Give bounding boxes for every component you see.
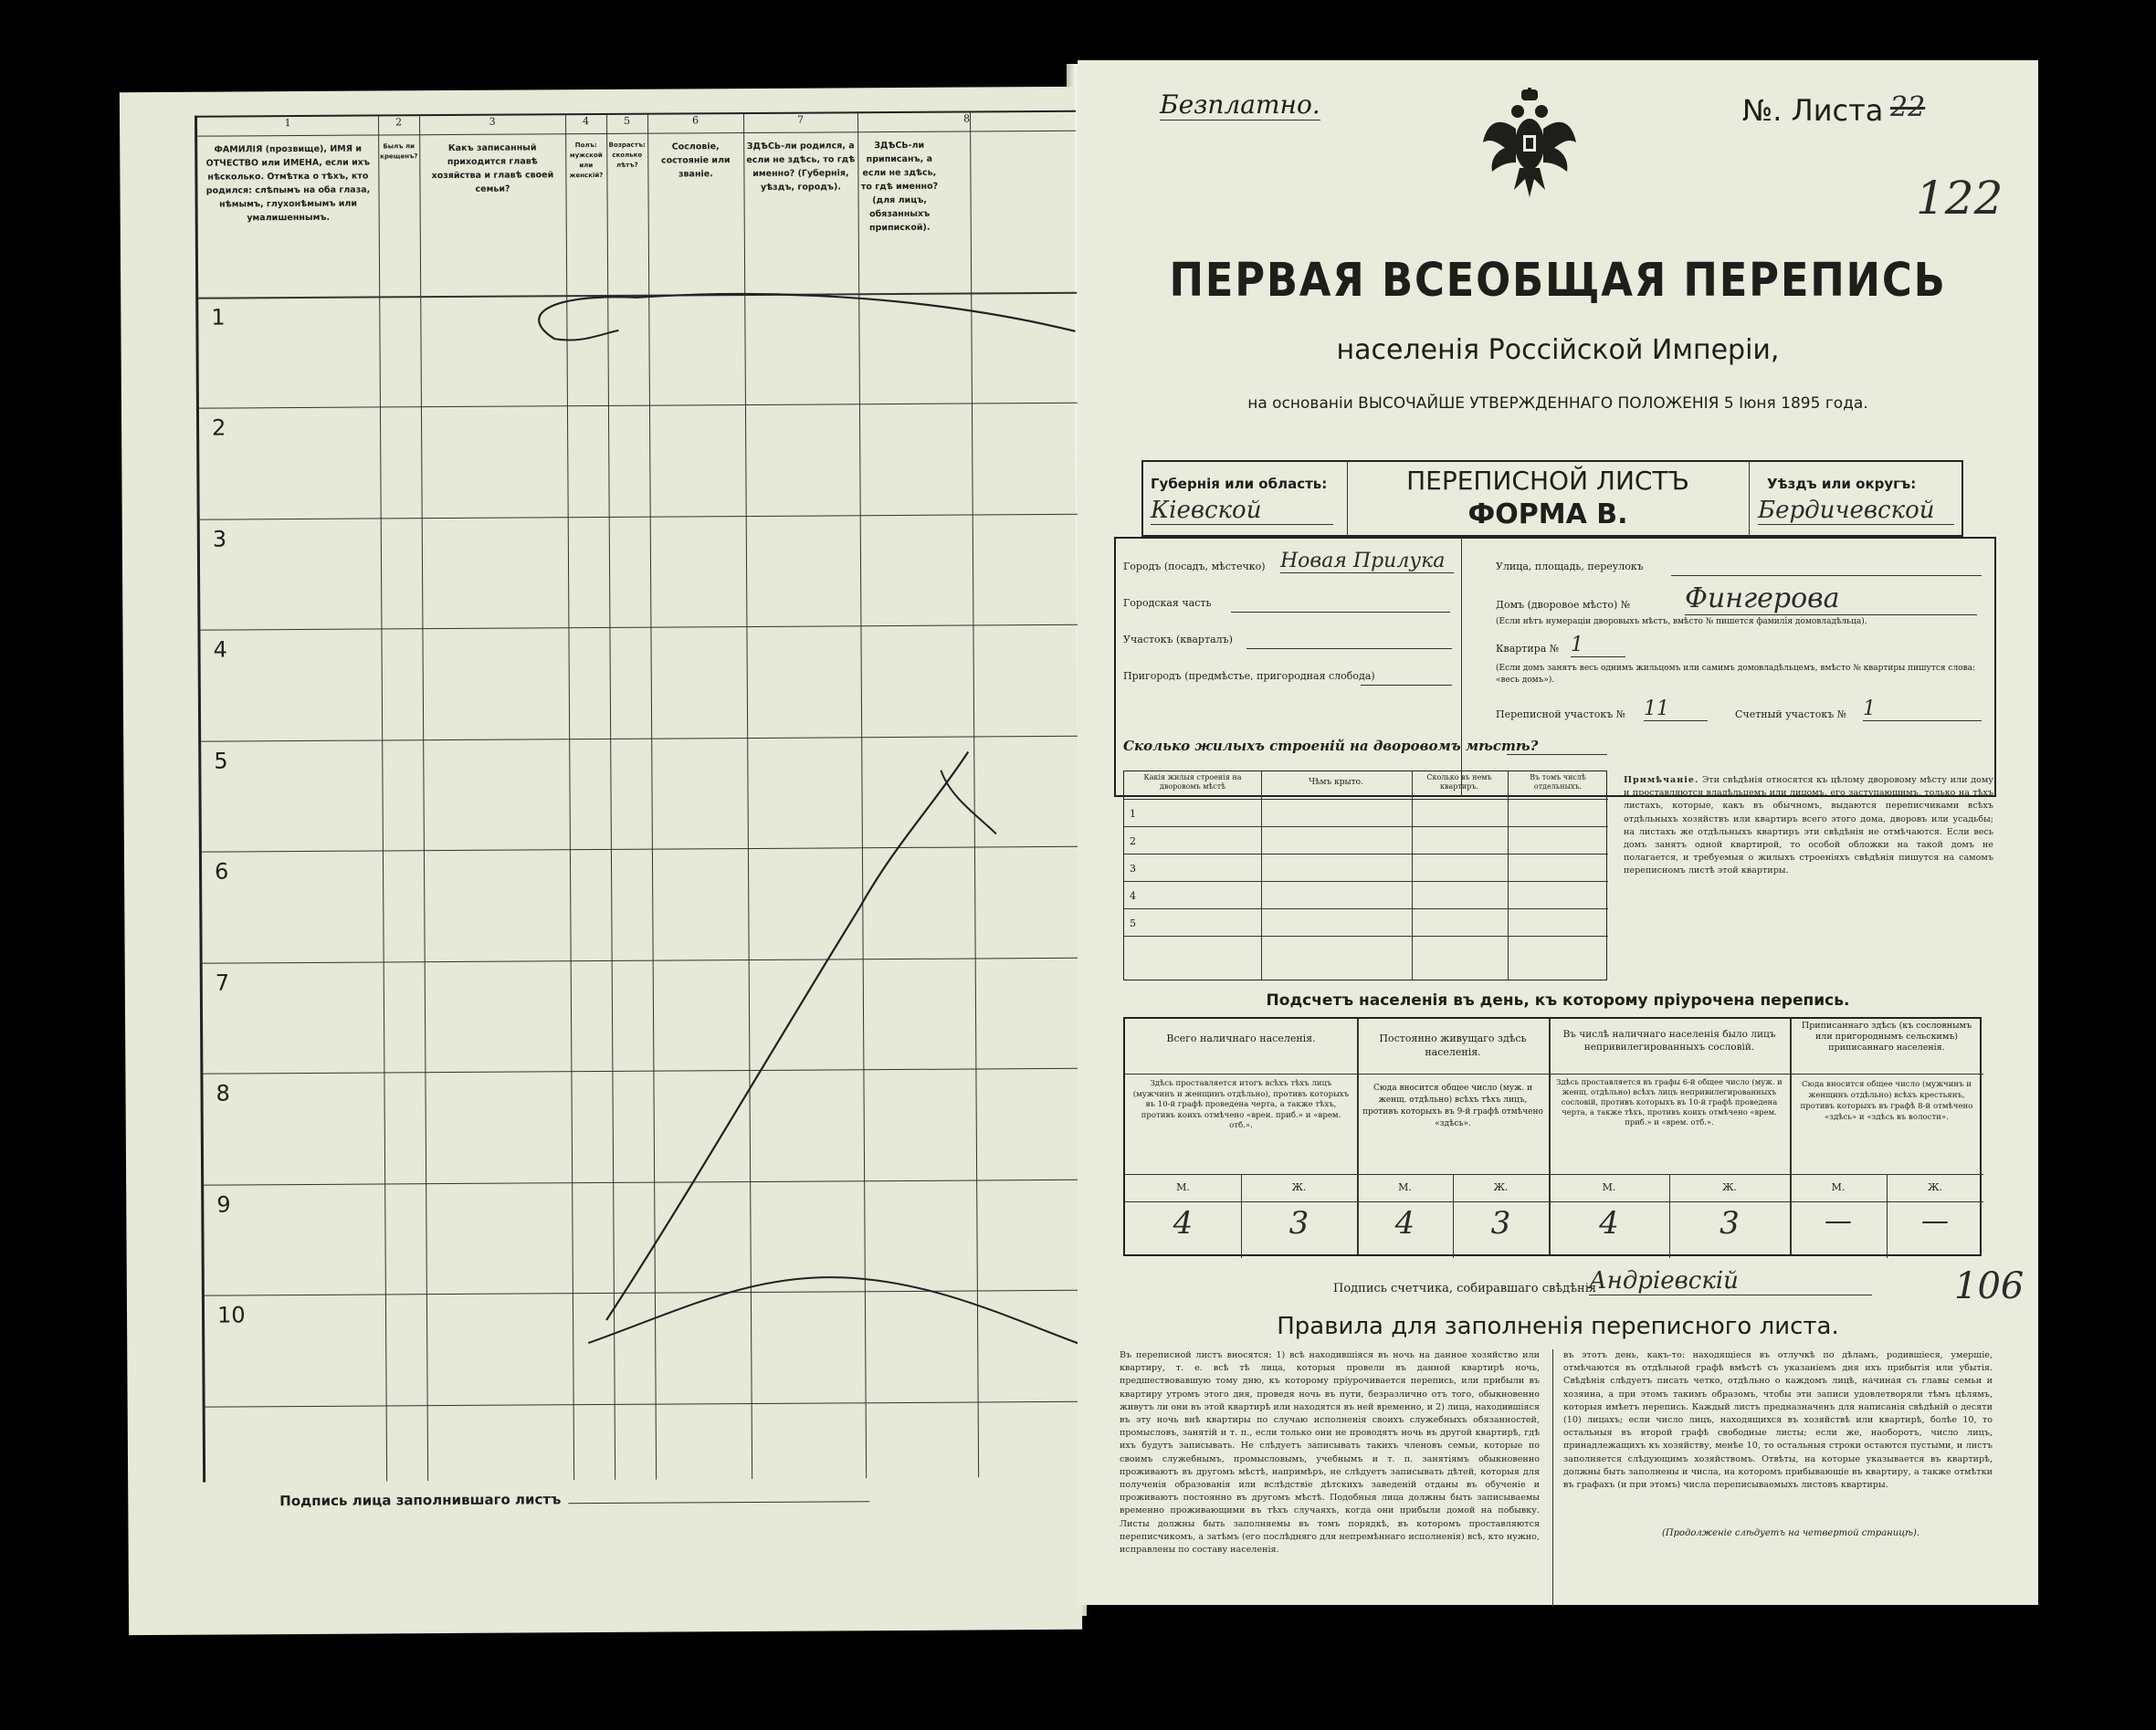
divider <box>1749 460 1750 537</box>
buildings-header-separate: Въ томъ числѣ отдельныхъ. <box>1530 773 1586 791</box>
counter-signature-label: Подпись счетчика, собиравшаго свѣдѣнія <box>1333 1282 1597 1295</box>
handwritten-strokes <box>197 112 1084 1483</box>
col-header-estate: Сословіе, состояніе или званіе. <box>660 142 731 180</box>
divider <box>1125 1174 1983 1175</box>
buildings-question: Сколько жилыхъ строеній на дворовомъ мѣстѣ? <box>1123 738 1539 754</box>
house-note: (Если нѣтъ нумераціи дворовыхъ мѣстъ, вмѣсто № пишется фамилія домовладѣльца). <box>1496 617 1867 626</box>
divider <box>1125 1201 1983 1202</box>
note-text: Эти свѣдѣнія относятся къ цѣлому дворовому мѣсту или дому и проставляются владѣльцемъ или лицомъ, его заступающимъ, только на тѣхъ листахъ, которые, какъ въ обычномъ, выдаются переписчиками всѣхъ отдѣльныхъ хозяйствъ или квартиръ всего этого дома, дворовъ или усадьбы; на листахъ же отдѣльныхъ квартиръ эти свѣдѣнія не отмѣчаются. Если весь домъ занятъ одной квартирой, то особой обложки на такой домъ не полагается, и требуемыя о жилыхъ строеніяхъ свѣдѣнія пишутся на самомъ переписномъ листѣ этой квартиры. <box>1624 775 1993 876</box>
col-number-4: 4 <box>565 115 606 134</box>
count-desc-registered: Сюда вносится общее число (мужчинъ и женщинъ отдѣльно) всѣхъ крестьянъ, противъ которыхъ въ графѣ 8-й отмѣчено «здѣсь» и «здѣсь въ волости». <box>1800 1080 1973 1122</box>
row-number: 4 <box>213 636 227 663</box>
divider <box>1124 881 1608 882</box>
col-header-registration: ЗДѢСЬ-ли приписанъ, а если не здѣсь, то гдѣ именно? (для лицъ, обязанныхъ припиской). <box>860 140 939 234</box>
col-header-relation: Какъ записанный приходится главѣ хозяйства и главѣ своей семьи? <box>431 142 554 194</box>
count-title: Подсчетъ населенія въ день, къ которому пріурочена перепись. <box>1266 991 1850 1010</box>
divider <box>1125 1074 1983 1075</box>
city-part-label: Городская часть <box>1123 597 1212 609</box>
count-header-total: Всего наличнаго населенія. <box>1166 1033 1316 1044</box>
rules-column-2: въ этотъ день, какъ-то: находящіеся въ отлучкѣ по дѣламъ, родившіеся, умершіе, отмѣчаются въ отдѣльной графѣ вмѣстѣ съ указаніемъ дня ихъ прибытія или убытія. Свѣдѣнія слѣдуетъ писать четко, отдѣльно о каждомъ лицѣ, начиная съ главы семьи и хозяина, а при этомъ такимъ образомъ, чтобы эти записи удовлетворяли тѣмъ цѣлямъ, которыя имѣетъ перепись. Каждый листъ предназначенъ для написанія свѣдѣній о десяти (10) лицахъ; если число лицъ, находящихся въ хозяйствѣ или квартирѣ, болѣе 10, то остальныя въ второй графѣ свободные листы; если же, наоборотъ, число лицъ, принадлежащихъ къ хозяйству, менѣе 10, то остальныя строки остаются пустыми, и листъ заполняется слѣдующимъ хозяйствомъ. Отвѣты, на которые указывается въ квартирѣ, должны быть заполнены и числа, на которомъ прибывающіе въ квартиру, а также отмѣтки въ графахъ (и при этомъ) числа переписываемыхъ листовъ квартиры. <box>1563 1350 1993 1491</box>
house-value: Фингерова <box>1685 582 1977 615</box>
count-value-unprivileged-f: 3 <box>1720 1205 1740 1242</box>
col-number-1: 1 <box>197 116 378 136</box>
sheet-title: ПЕРЕПИСНОЙ ЛИСТЪ <box>1406 466 1689 496</box>
count-header-unprivileged: Въ числѣ наличнаго населенія было лицъ непривилегированныхъ сословій. <box>1562 1029 1776 1053</box>
divider <box>1508 771 1509 980</box>
buildings-header-apartments: Сколько въ немъ квартиръ. <box>1426 773 1492 791</box>
city-label: Городъ (посадъ, мѣстечко) <box>1123 561 1266 572</box>
blank-line <box>1671 575 1982 576</box>
col-number-5: 5 <box>606 115 647 134</box>
basis-line: на основаніи ВЫСОЧАЙШЕ УТВЕРЖДЕННАГО ПОЛОЖЕНІЯ 5 Іюня 1895 года. <box>1247 394 1868 413</box>
col-number-8: 8 <box>857 112 1076 132</box>
sex-label: Ж. <box>1722 1181 1737 1193</box>
district-value: Бердичевской <box>1758 497 1954 525</box>
street-label: Улица, площадь, переулокъ <box>1496 561 1644 572</box>
count-value-registered-f: — <box>1921 1205 1949 1237</box>
sex-label: Ж. <box>1493 1181 1509 1193</box>
divider <box>1552 1349 1553 1607</box>
apartment-value: 1 <box>1571 634 1625 657</box>
sheet-number-label: №. Листа <box>1742 93 1884 128</box>
col-number-2: 2 <box>378 116 419 135</box>
count-value-unprivileged-m: 4 <box>1599 1205 1619 1242</box>
province-value: Кіевской <box>1151 497 1333 525</box>
left-page <box>120 87 1082 1635</box>
count-desc-permanent: Сюда вносится общее число (муж. и женщ. отдѣльно) всѣхъ тѣхъ лицъ, противъ которыхъ въ 9-й графѣ отмѣчено «здѣсь». <box>1362 1084 1543 1128</box>
col-header-sex: Полъ: мужской или женскій? <box>569 142 604 180</box>
count-header-permanent: Постоянно живущаго здѣсь населенія. <box>1379 1033 1527 1058</box>
census-title: ПЕРВАЯ ВСЕОБЩАЯ ПЕРЕПИСЬ <box>1169 254 1947 308</box>
divider <box>1124 936 1608 937</box>
sex-label: Ж. <box>1928 1181 1942 1193</box>
house-label: Домъ (дворовое мѣсто) № <box>1496 599 1631 611</box>
buildings-header-roof: Чѣмъ крыто. <box>1309 778 1363 787</box>
sex-label: М. <box>1602 1181 1616 1193</box>
district-label: Уѣздъ или округъ: <box>1767 476 1917 492</box>
sex-label: Ж. <box>1291 1181 1307 1193</box>
sex-label: М. <box>1398 1181 1412 1193</box>
right-page <box>1078 60 2038 1605</box>
row-number: 6 <box>214 858 229 885</box>
row-number: 2 <box>212 414 226 441</box>
buildings-row-number: 5 <box>1130 917 1136 929</box>
count-value-total-f: 3 <box>1288 1205 1309 1242</box>
divider <box>1261 771 1262 980</box>
imperial-eagle-emblem <box>1479 88 1580 202</box>
blank-line <box>1246 648 1452 649</box>
col-number-3: 3 <box>419 115 565 135</box>
apartment-label: Квартира № <box>1496 643 1560 655</box>
household-members-table <box>195 110 1084 1483</box>
buildings-row-number: 1 <box>1130 808 1136 820</box>
population-count-table <box>1123 1017 1982 1256</box>
rules-column-1: Въ переписной листъ вносятся: 1) всѣ находившіяся въ ночь на данное хозяйство или квартиру, т. е. всѣ тѣ лица, которыя провели въ данной квартирѣ ночь, предшествовавшую тому дню, къ которому пріурочивается перепись, или прибыли въ квартиру утромъ этого дня, проведя ночь въ пути, безразлично отъ того, обыкновенно живутъ ли они въ этой квартирѣ или находятся въ ней временно, и 2) лица, находившіяся въ эту ночь внѣ квартиры по случаю исполненія своихъ служебныхъ обязанностей, промысловъ, занятій и т. п., если только они не проводятъ ночь въ другой квартирѣ, гдѣ ихъ будутъ записывать. Не слѣдуетъ записывать такихъ членовъ семьи, которые по своимъ служебнымъ, промысловымъ, учебнымъ и т. п. занятіямъ обыкновенно проживаютъ въ другомъ мѣстѣ, напримѣръ, не слѣдуетъ записывать дѣтей, которыя для полученія образованія или вслѣдствіе дѣтскихъ заведеній отданы въ обученіе и проживаютъ постоянно въ другомъ мѣстѣ. Подобныя лица должны быть записываемы временно проживающими въ тѣхъ случаяхъ, когда они прибыли домой на побывку. Листы должны быть заполняемы въ томъ порядкѣ, въ которомъ проставляются переписчикомъ, а затѣмъ (его послѣдняго для непремѣннаго исполненія) всѣ, кто нужно, исправлены по составу населенія. <box>1120 1350 1540 1556</box>
divider <box>1124 854 1608 855</box>
free-label: Безплатно. <box>1160 89 1320 120</box>
suburb-label: Пригородъ (предмѣстье, пригородная слобода) <box>1123 670 1375 682</box>
col-header-name: ФАМИЛІЯ (прозвище), ИМЯ и ОТЧЕСТВО или ИМЕНА, если ихъ нѣсколько. Отмѣтка о тѣхъ, кто родился: слѣпымъ на оба глаза, нѣмымъ, глухонѣмымъ или умалишеннымъ. <box>205 143 371 224</box>
divider <box>1124 799 1608 800</box>
col-number-7: 7 <box>743 113 857 133</box>
person-filling-signature <box>279 1489 869 1509</box>
census-subtitle: населенія Россійской Имперіи, <box>1336 334 1780 366</box>
col-number-6: 6 <box>647 114 743 134</box>
count-desc-total: Здѣсь проставляется итогъ всѣхъ тѣхъ лицъ (мужчинъ и женщинъ отдѣльно), противъ которыхъ въ 10-й графѣ проведена черта, а также тѣхъ, противъ коихъ отмѣчено «вреи. приб.» и «врем. отб.». <box>1132 1079 1350 1130</box>
blank-line <box>1507 754 1607 755</box>
count-value-permanent-m: 4 <box>1394 1205 1415 1242</box>
col-header-age: Возрастъ: сколько лѣтъ? <box>608 141 646 169</box>
sex-label: М. <box>1831 1181 1846 1193</box>
note-title: Примѣчаніе. <box>1624 775 1699 785</box>
count-desc-unprivileged: Здѣсь проставляется въ графы 6-й общее число (муж. и женщ. отдѣльно) всѣхъ лицъ непривилегированныхъ сословій, противъ которыхъ въ 10-й графѣ проведена черта, а также тѣхъ, противъ коихъ отмѣчено «врем. приб.» и «врем. отб.». <box>1556 1077 1783 1127</box>
signature-label: Подпись лица заполнившаго листъ <box>279 1491 562 1510</box>
province-label: Губернія или область: <box>1151 476 1328 492</box>
counter-signature-value: Андріевскій <box>1589 1267 1872 1295</box>
counting-section-label: Счетный участокъ № <box>1735 708 1847 720</box>
buildings-row-number: 3 <box>1130 863 1136 875</box>
handwritten-number-bottom: 106 <box>1954 1265 2025 1307</box>
rules-title: Правила для заполненія переписного листа. <box>1277 1313 1839 1340</box>
sex-label: М. <box>1176 1181 1190 1193</box>
count-value-permanent-f: 3 <box>1490 1205 1511 1242</box>
row-number: 10 <box>216 1302 246 1328</box>
row-number: 3 <box>212 526 227 552</box>
blank-line <box>1231 612 1450 613</box>
city-value: Новая Прилука <box>1280 550 1454 573</box>
precinct-label: Участокъ (кварталъ) <box>1123 634 1233 645</box>
divider <box>1412 771 1413 980</box>
signature-blank <box>568 1501 869 1504</box>
row-number: 1 <box>211 304 226 330</box>
buildings-row-number: 4 <box>1130 890 1136 902</box>
col-header-birthplace: ЗДѢСЬ-ли родился, а если не здѣсь, то гдѣ именно? (Губернія, уѣздъ, городъ). <box>746 141 856 193</box>
form-label: ФОРМА В. <box>1467 498 1628 530</box>
rules-continued: (Продолженіе слѣдуетъ на четвертой страницѣ). <box>1662 1528 1920 1538</box>
buildings-table <box>1123 771 1607 980</box>
buildings-row-number: 2 <box>1130 835 1136 847</box>
buildings-header-type: Какія жилыя строенія на дворовомъ мѣстѣ <box>1143 773 1242 791</box>
count-value-registered-m: — <box>1825 1205 1852 1237</box>
divider <box>1124 908 1608 909</box>
col-header-baptized: Былъ ли крещенъ? <box>380 142 418 161</box>
apartment-note: (Если домъ занятъ весь однимъ жильцомъ или самимъ домовладѣльцемъ, вмѣсто № квартиры пишутся слова: «весь домъ»). <box>1496 664 1976 685</box>
census-section-value: 11 <box>1644 697 1708 721</box>
divider <box>1461 537 1462 797</box>
sheet-number-value: 22 <box>1890 91 1926 123</box>
note-paragraph <box>1624 774 1993 878</box>
count-value-total-m: 4 <box>1173 1205 1194 1242</box>
census-section-label: Переписной участокъ № <box>1496 708 1626 720</box>
row-number: 5 <box>214 748 228 774</box>
handwritten-number-top: 122 <box>1916 172 2004 225</box>
blank-line <box>1361 685 1452 686</box>
row-number: 8 <box>216 1080 230 1106</box>
row-number: 7 <box>215 970 230 996</box>
divider <box>1124 826 1608 827</box>
row-number: 9 <box>216 1191 231 1218</box>
count-header-registered: Приписаннаго здѣсь (къ сословнымъ или пригороднымъ сельскимъ) приписаннаго населенія. <box>1801 1021 1972 1053</box>
counting-section-value: 1 <box>1863 697 1982 721</box>
